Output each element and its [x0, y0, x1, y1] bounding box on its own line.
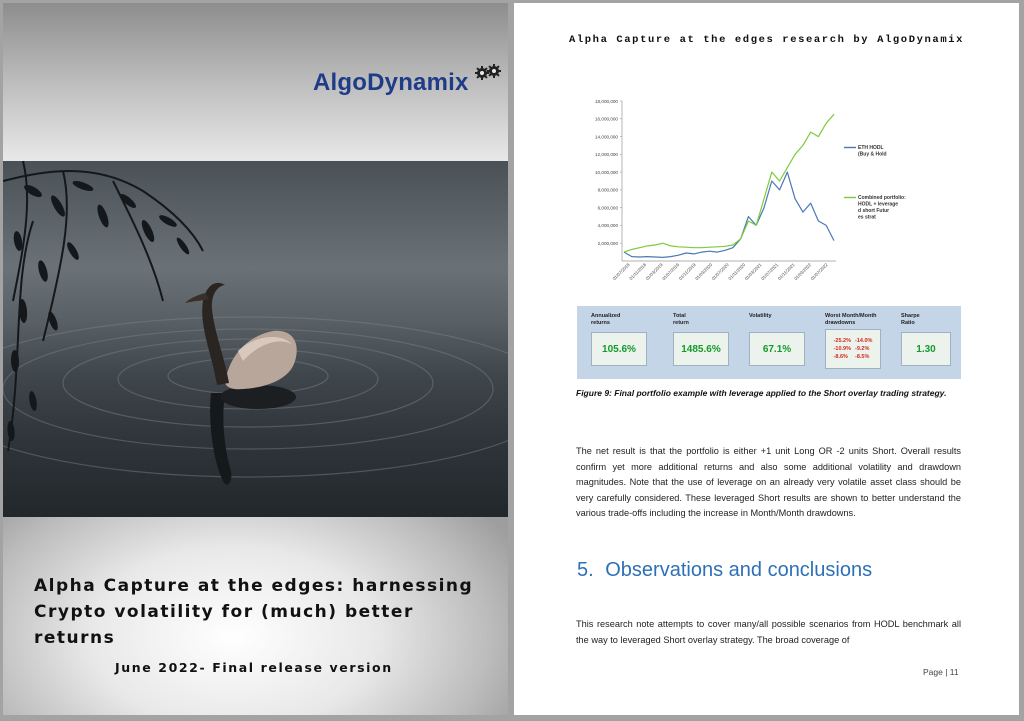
cover-subtitle: June 2022- Final release version [115, 660, 393, 675]
drawdowns-grid [834, 338, 873, 360]
body-paragraph-1: The net result is that the portfolio is either +1 unit Long OR -2 units Short. Overall results confirm yet more additional returns and also some additional volatility and drawdown magnitudes. Note that the use of leverage on an already very volatile asset class should be very carefully considered. These leveraged Short results are shown to better understand the various trade-offs including the increase in Month/Month drawdowns. [576, 446, 961, 519]
x-tick-label: 01/03/2022 [793, 262, 813, 282]
x-tick-label: 01/11/2019 [677, 262, 697, 282]
stat-total-value: 1485.6% [681, 343, 721, 355]
stat-volatility-value: 67.1% [762, 343, 792, 355]
y-tick-label: 6,000,000 [597, 205, 618, 211]
legend-label: ETH HODL (Buy & Hold [858, 145, 887, 158]
y-tick-label: 4,000,000 [597, 223, 618, 229]
stat-annualized-box [591, 332, 647, 366]
stat-sharpe-label: Sharpe Ratio [901, 313, 920, 326]
stat-annualized-value: 105.6% [602, 343, 636, 355]
x-tick-label: 01/11/2020 [727, 262, 747, 282]
figure-caption: Figure 9: Final portfolio example with leverage applied to the Short overlay trading strategy. [576, 388, 947, 398]
page-number: Page | 11 [923, 667, 959, 677]
y-tick-label: 14,000,000 [595, 134, 618, 140]
stat-drawdowns-box [825, 329, 881, 369]
x-tick-label: 01/07/2020 [710, 262, 730, 282]
y-tick-label: 2,000,000 [597, 241, 618, 247]
drawdown-value: -8.5% [855, 354, 870, 360]
stat-sharpe-value: 1.30 [916, 343, 936, 355]
stat-drawdowns-label: Worst Month/Month drawdowns [825, 313, 877, 326]
stat-annualized-label: Annualized returns [591, 313, 621, 326]
x-tick-label: 01/07/2022 [809, 262, 829, 282]
x-tick-label: 01/03/2021 [743, 262, 763, 282]
gears-icon [473, 63, 503, 83]
x-tick-label: 01/07/2021 [760, 262, 780, 282]
y-tick-label: 16,000,000 [595, 116, 618, 122]
cover-title-line1: Alpha Capture at the edges: harnessing [34, 576, 474, 596]
stat-sharpe-box [901, 332, 951, 366]
portfolio-line-chart [574, 91, 964, 301]
drawdown-value: -8.6% [833, 354, 848, 360]
stat-volatility-label: Volatility [749, 313, 772, 319]
body-paragraph-2: This research note attempts to cover many/all possible scenarios from HODL benchmark all the way to leveraged Short overlay strategy. The broad coverage of [576, 619, 961, 645]
section-title: Observations and conclusions [605, 559, 873, 581]
x-tick-label: 01/03/2020 [694, 262, 714, 282]
y-tick-label: 18,000,000 [595, 98, 618, 104]
cover-page [3, 3, 508, 715]
cover-title [34, 573, 494, 651]
drawdown-value: -9.2% [855, 346, 870, 352]
report-page [514, 3, 1019, 715]
drawdown-value: -10.9% [833, 346, 851, 352]
legend-label: Combined portfolio: HODL + leverage d short Futur es strat [858, 195, 906, 221]
y-tick-label: 12,000,000 [595, 152, 618, 158]
brand-logo: AlgoDynamix [313, 69, 469, 96]
section-heading [577, 559, 878, 582]
stat-total-label: Total return [673, 313, 689, 326]
running-header: Alpha Capture at the edges research by AlgoDynamix [568, 34, 965, 46]
cover-title-line2: Crypto volatility for (much) better returns [34, 602, 414, 648]
x-tick-label: 01/07/2018 [611, 262, 631, 282]
swan-photo [3, 161, 508, 517]
y-tick-label: 10,000,000 [595, 169, 618, 175]
x-tick-label: 01/11/2018 [628, 262, 648, 282]
stats-panel [577, 306, 961, 379]
x-tick-label: 01/07/2019 [661, 262, 681, 282]
stat-volatility-box [749, 332, 805, 366]
series-line-combined [624, 114, 834, 252]
drawdown-value: -25.2% [833, 338, 851, 344]
drawdown-value: -14.0% [855, 338, 873, 344]
x-tick-label: 01/11/2021 [776, 262, 796, 282]
x-tick-label: 01/03/2019 [644, 262, 664, 282]
section-number: 5. [577, 559, 594, 581]
y-tick-label: 8,000,000 [597, 187, 618, 193]
stat-total-box [673, 332, 729, 366]
